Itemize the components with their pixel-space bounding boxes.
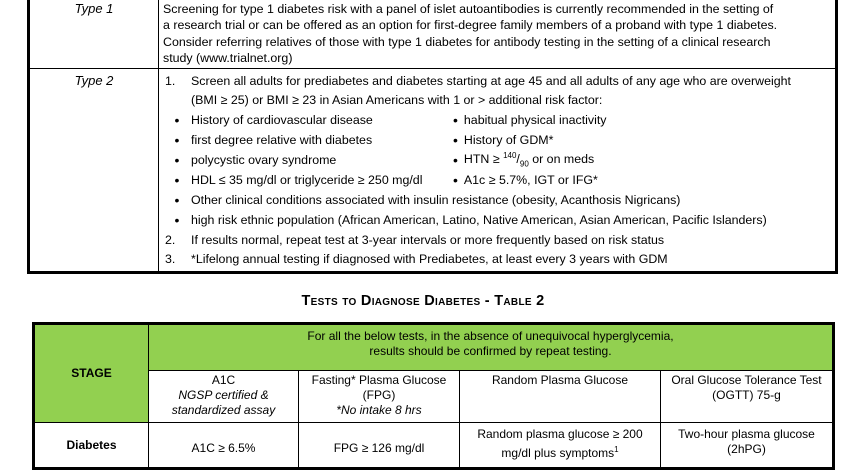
bullet-row [163,210,829,230]
list-text: (BMI ≥ 25) or BMI ≥ 23 in Asian Americans with 1 or > additional risk factor: [191,93,603,108]
bullet-icon: • [453,172,458,189]
bullet-icon: • [453,152,458,169]
type1-row [29,0,837,69]
screening-table [27,0,838,274]
col-header-a1c [149,371,299,423]
cell-line: Random plasma glucose ≥ 200 [477,427,643,441]
bullet-icon: • [174,192,180,209]
bullet-text: Other clinical conditions associated with insulin resistance (obesity, Acanthosis Nigricans) [191,193,681,208]
type1-label: Type 1 [29,0,159,69]
list-item [163,230,829,250]
banner-line: For all the below tests, in the absence of unequivocal hyperglycemia, [307,329,674,343]
col-subtitle: NGSP certified & [178,388,269,402]
list-item [163,250,829,270]
list-number: 2. [165,232,176,247]
col-title: (OGTT) 75-g [712,388,781,402]
type2-label: Type 2 [29,69,159,273]
cell-fpg: FPG ≥ 126 mg/dl [299,423,460,469]
banner-cell [149,324,834,371]
bullet-row [163,150,829,170]
list-item [163,71,829,90]
bullet-icon: • [174,112,180,129]
type1-line: Consider referring relatives of those with type 1 diabetes for antibody testing in the setting of a clinical research [163,34,771,49]
type1-line: a research trial or can be offered as an option for first-degree family members of a proband with type 1 diabetes. [163,18,778,33]
col-header-rpg [460,371,661,423]
bullet-text: HDL ≤ 35 mg/dl or triglyceride ≥ 250 mg/dl [191,173,423,188]
bullet-text: HTN ≥ $^{140}/_{90}$ or on meds [463,150,595,169]
bullet-text: first degree relative with diabetes [191,133,373,148]
bullet-icon: • [174,152,180,169]
bullet-icon: • [453,132,458,149]
col-title: Fasting* Plasma Glucose [311,373,447,387]
bullet-icon: • [174,172,180,189]
cell-ogtt [661,423,834,469]
bullet-icon: • [174,132,180,149]
header-row [34,324,834,371]
list-number: 3. [165,252,176,267]
bullet-text: high risk ethnic population (African American, Latino, Native American, Asian American, Pacific Islanders) [191,213,767,228]
list-text: *Lifelong annual testing if diagnosed with Prediabetes, at least every 3 years with GDM [191,252,668,267]
cell-rpg [460,423,661,469]
table-heading: Tests to Diagnose Diabetes - Table 2 [301,293,545,309]
type1-line: study (www.trialnet.org) [163,50,293,65]
bullet-icon: • [453,112,458,129]
col-title: (FPG) [362,388,396,402]
col-title: A1C [211,373,236,387]
type2-row [29,69,837,273]
stage-header: STAGE [34,324,149,423]
column-header-row [34,371,834,423]
bullet-text: habitual physical inactivity [463,113,607,128]
bullet-text: History of GDM* [463,133,554,148]
diagnose-table [32,322,835,470]
col-header-ogtt [661,371,834,423]
list-number: 1. [165,73,176,88]
col-subtitle: *No intake 8 hrs [336,403,422,417]
bullet-row [163,170,829,190]
list-text: If results normal, repeat test at 3-year intervals or more frequently based on risk status [191,232,665,247]
bullet-text: A1c ≥ 5.7%, IGT or IFG* [463,173,598,188]
cell-line: mg/dl plus symptoms$^1$ [501,445,619,460]
list-text: Screen all adults for prediabetes and diabetes starting at age 45 and all adults of any age who are overweight [191,73,791,88]
bullet-text: polycystic ovary syndrome [191,153,337,168]
bullet-icon: • [174,212,180,229]
cell-line: Two-hour plasma glucose [678,427,815,441]
row-label-diabetes: Diabetes [34,423,149,469]
bullet-row [163,110,829,130]
col-subtitle: standardized assay [171,403,276,417]
col-header-fpg [299,371,460,423]
col-title: Random Plasma Glucose [491,373,629,387]
table-row [34,423,834,469]
type1-line: Screening for type 1 diabetes risk with a panel of islet autoantibodies is currently recommended in the setting of [163,2,774,16]
bullet-text: History of cardiovascular disease [191,113,373,128]
type1-content [159,0,837,69]
col-title: Oral Glucose Tolerance Test [671,373,822,387]
banner-line: results should be confirmed by repeat testing. [369,344,612,358]
type2-content [159,69,837,273]
bullet-row [163,190,829,210]
cell-a1c: A1C ≥ 6.5% [149,423,299,469]
cell-line: (2hPG) [727,442,766,456]
